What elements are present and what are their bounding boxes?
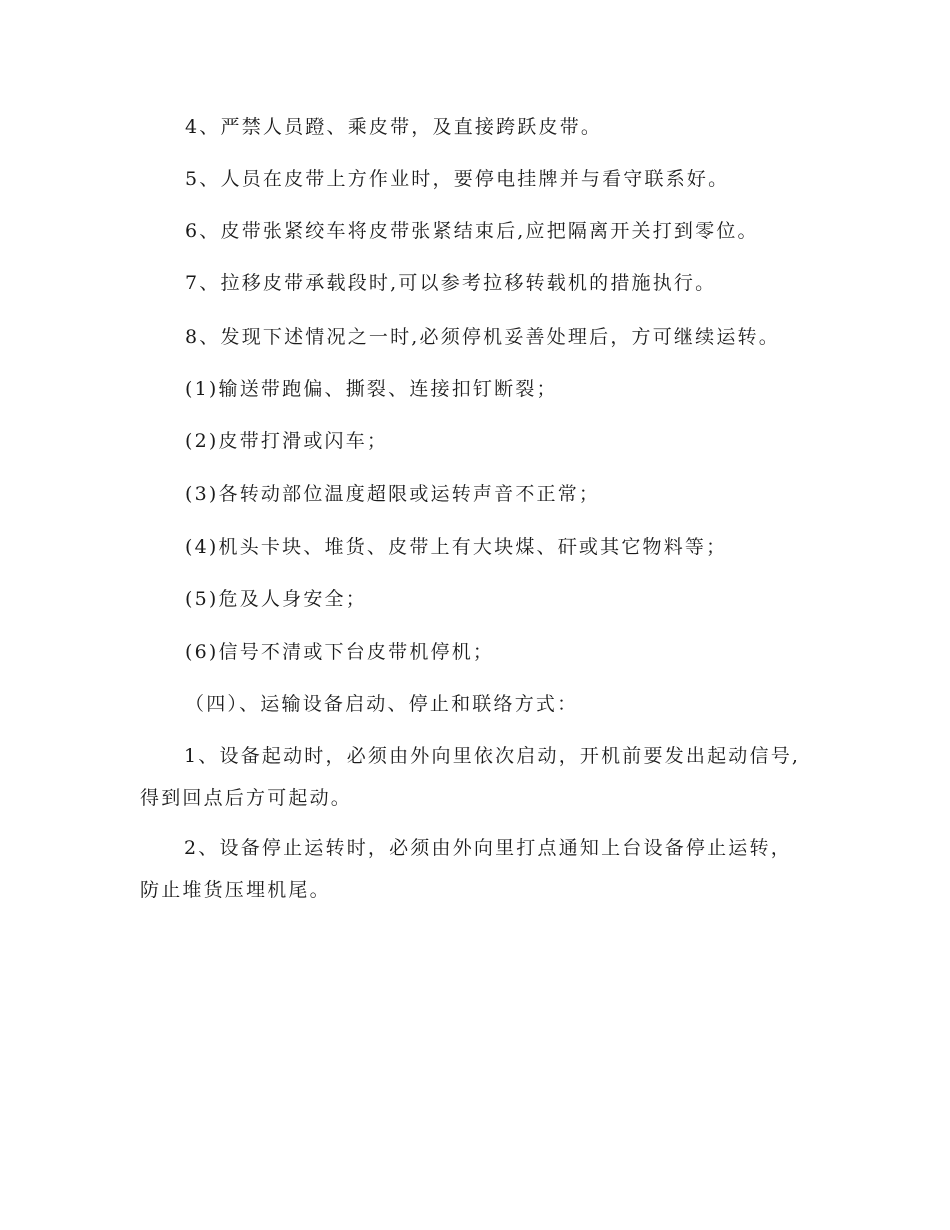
condition-item-1: (1)输送带跑偏、撕裂、连接扣钉断裂； [185,378,558,400]
condition-item-6: (6)信号不清或下台皮带机停机； [185,641,495,663]
rule-item-7: 7、拉移皮带承载段时,可以参考拉移转载机的措施执行。 [185,272,717,294]
rule-item-8: 8、发现下述情况之一时,必须停机妥善处理后，方可继续运转。 [185,326,780,348]
condition-item-4: (4)机头卡块、堆货、皮带上有大块煤、矸或其它物料等； [185,536,728,558]
condition-item-2: (2)皮带打滑或闪车； [185,430,389,452]
condition-item-3: (3)各转动部位温度超限或运转声音不正常； [185,483,601,505]
condition-item-5: (5)危及人身安全； [185,588,367,610]
section-heading-4: （四）、运输设备启动、停止和联络方式： [185,693,579,715]
startup-paragraph: 1、设备起动时，必须由外向里依次启动，开机前要发出起动信号,得到回点后方可起动。 [140,745,801,809]
shutdown-paragraph: 2、设备停止运转时，必须由外向里打点通知上台设备停止运转，防止堆货压埋机尾。 [140,837,792,901]
rule-item-5: 5、人员在皮带上方作业时，要停电挂牌并与看守联系好。 [185,168,730,190]
rule-item-4: 4、严禁人员蹬、乘皮带，及直接跨跃皮带。 [185,116,603,138]
rule-item-6: 6、皮带张紧绞车将皮带张紧结束后,应把隔离开关打到零位。 [185,220,759,242]
